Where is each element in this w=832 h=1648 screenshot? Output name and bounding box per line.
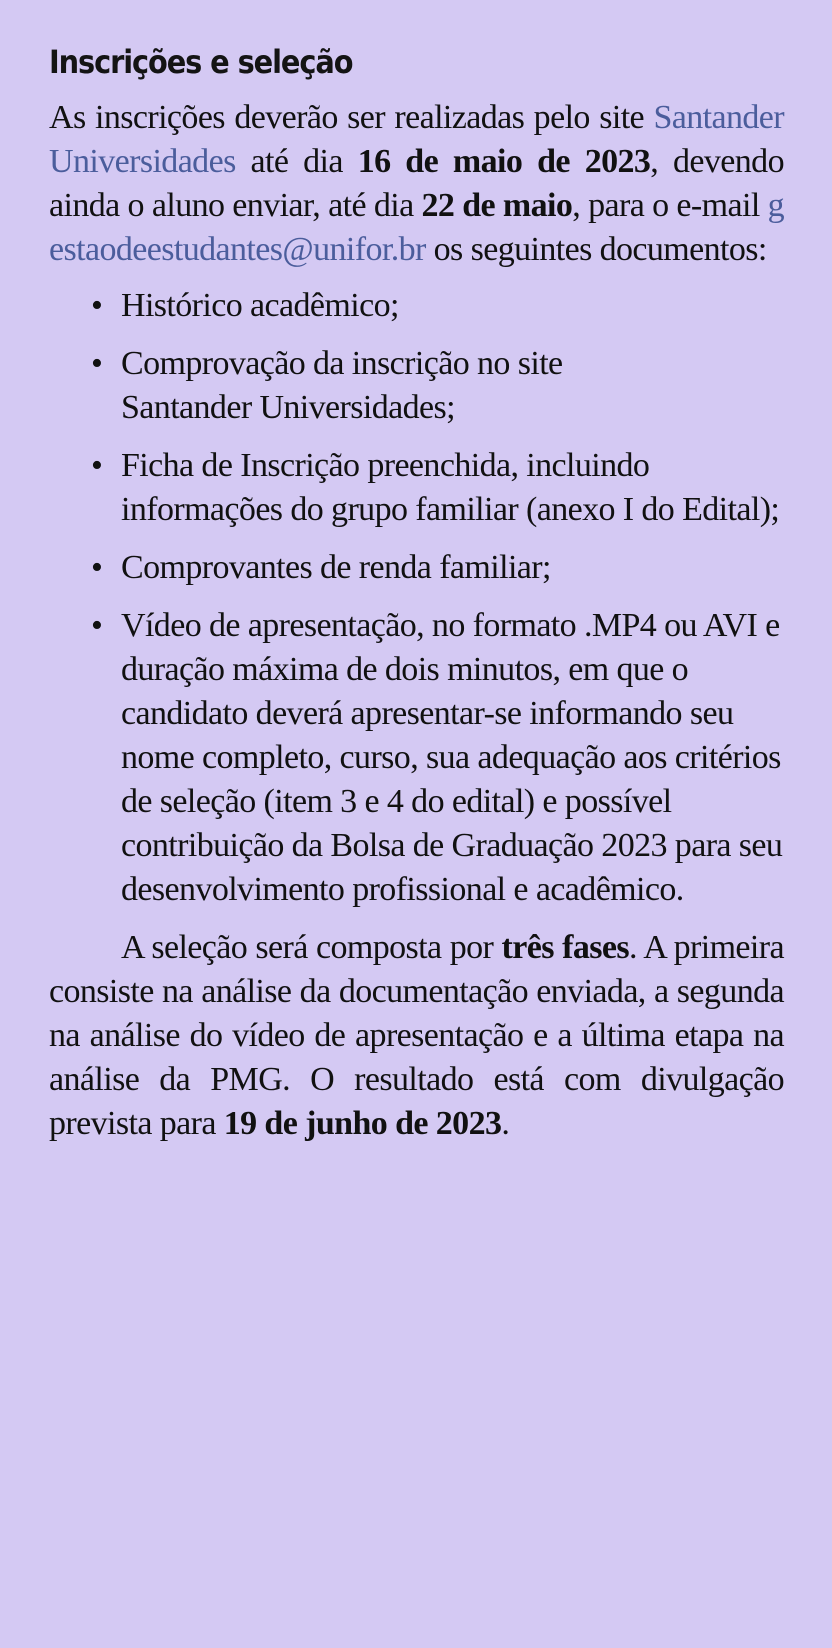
santander-link[interactable]: Santander Universidades [49, 99, 784, 180]
list-item-text: Histórico acadêmico; [121, 287, 399, 324]
intro-text: até dia [235, 143, 358, 180]
list-item [91, 604, 784, 912]
list-item [91, 342, 784, 430]
bullet-icon: • [91, 549, 103, 586]
intro-text: , para o e-mail [572, 187, 768, 224]
list-item [91, 546, 784, 590]
list-item-text: Comprovação da inscrição no site Santander Universidades; [121, 345, 563, 426]
bullet-icon: • [91, 447, 103, 484]
intro-text: os seguintes documentos: [425, 231, 767, 268]
document-page [49, 38, 784, 1146]
selection-text: . A primeira consiste na análise da documentação enviada, a segunda na análise do vídeo de apresentação e a última etapa na análise da PMG. O resultado está com divulgação prevista para [49, 929, 784, 1142]
email-link[interactable]: gestaodeestudantes@unifor.br [49, 187, 784, 268]
selection-paragraph [49, 926, 784, 1146]
intro-text: , devendo ainda o aluno enviar, até dia [49, 143, 784, 224]
section-body [49, 96, 784, 1146]
selection-text: . [501, 1105, 510, 1142]
documents-list [49, 284, 784, 912]
selection-text: A seleção será composta por [121, 929, 502, 966]
list-item-text: Comprovantes de renda familiar; [121, 549, 551, 586]
deadline-date-1: 16 de maio de 2023 [357, 143, 651, 180]
deadline-date-2: 22 de maio [421, 187, 573, 224]
bullet-icon: • [91, 287, 103, 324]
bullet-icon: • [91, 607, 103, 644]
phases-count: três fases [501, 929, 629, 966]
section-heading: Inscrições e seleção [49, 43, 353, 81]
list-item-text: Ficha de Inscrição preenchida, incluindo informações do grupo familiar (anexo I do Edital); [121, 447, 780, 528]
result-date: 19 de junho de 2023 [223, 1105, 502, 1142]
bullet-icon: • [91, 345, 103, 382]
list-item [91, 444, 784, 532]
intro-paragraph [49, 96, 784, 272]
intro-text: As inscrições deverão ser realizadas pelo site [49, 99, 654, 136]
list-item [91, 284, 784, 328]
list-item-text: Vídeo de apresentação, no formato .MP4 ou AVI e duração máxima de dois minutos, em que o candidato deverá apresentar-se informando seu nome completo, curso, sua adequação aos critérios de seleção (item 3 e 4 do edital) e possível contribuição da Bolsa de Graduação 2023 para seu desenvolvimento profissional e acadêmico. [121, 607, 783, 908]
